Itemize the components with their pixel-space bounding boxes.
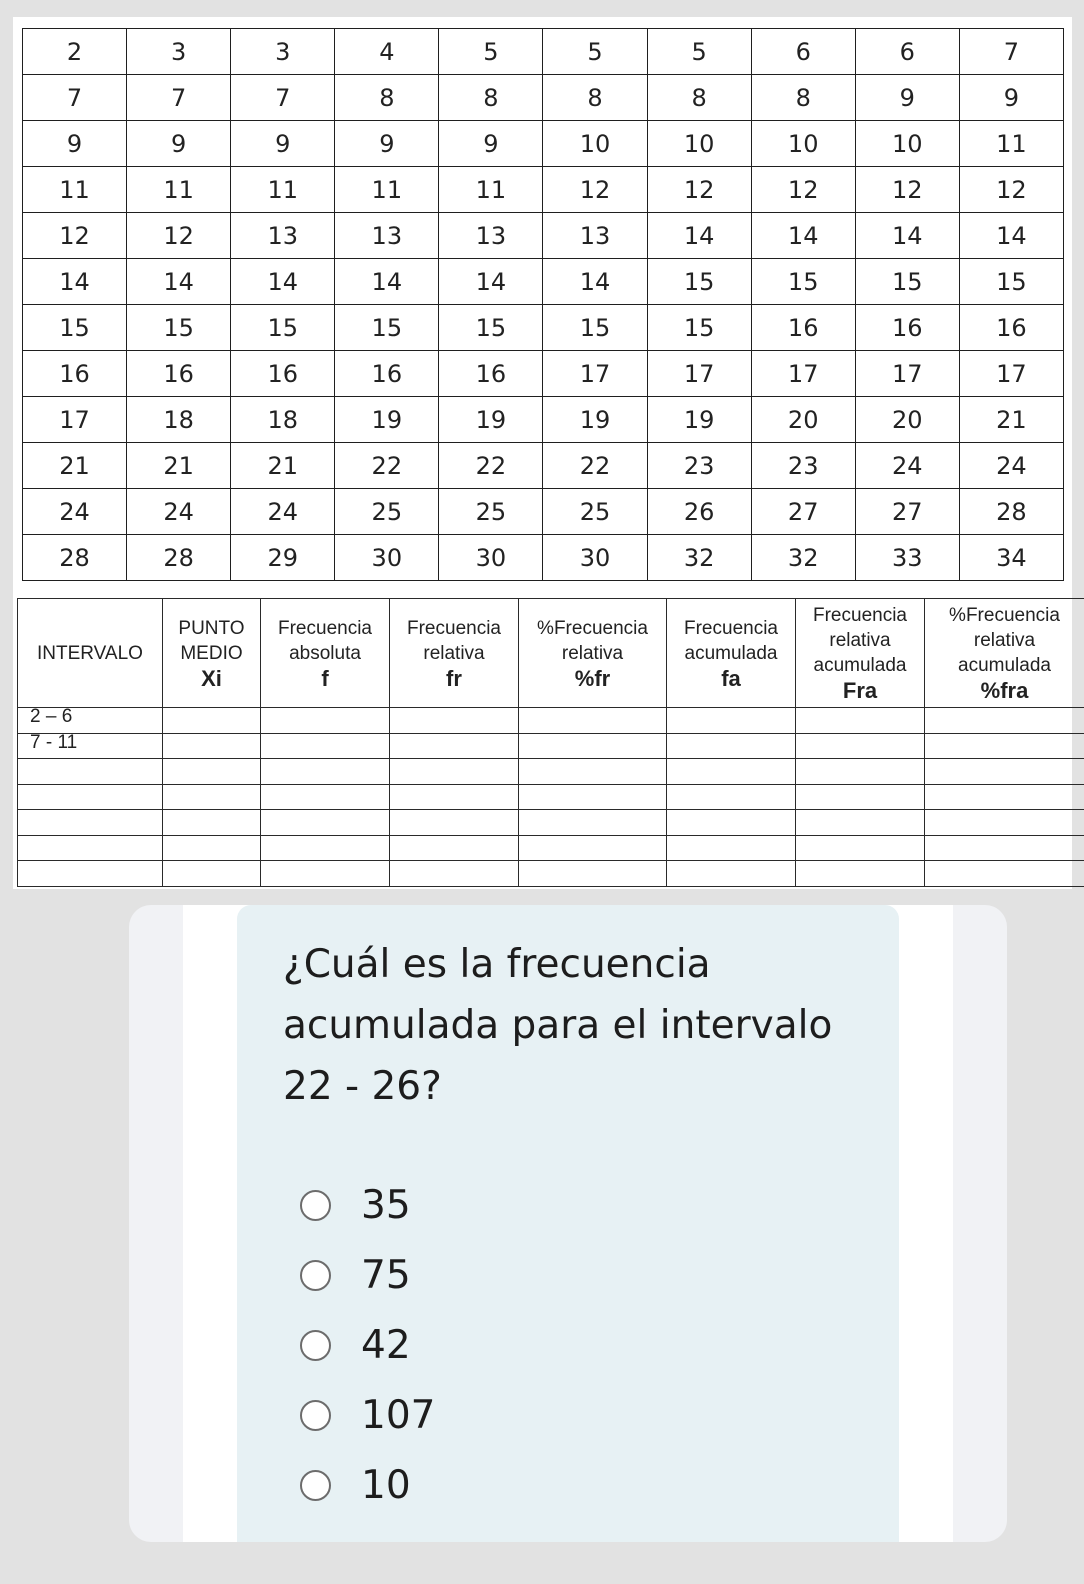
data-grid-cell: 21 — [127, 443, 231, 489]
header-symbol: fa — [721, 665, 741, 691]
frequency-table-cell — [163, 861, 261, 887]
data-grid-cell: 21 — [231, 443, 335, 489]
data-grid-cell: 7 — [231, 75, 335, 121]
header-label: PUNTO MEDIO — [178, 617, 245, 664]
data-grid-cell: 14 — [751, 213, 855, 259]
header-label: INTERVALO — [37, 642, 143, 664]
data-grid-cell: 28 — [127, 535, 231, 581]
data-grid-cell: 15 — [855, 259, 959, 305]
data-grid-cell: 15 — [751, 259, 855, 305]
data-grid-cell: 12 — [23, 213, 127, 259]
frequency-table-cell — [667, 708, 796, 734]
data-grid-cell: 7 — [959, 29, 1063, 75]
frequency-table-cell — [667, 759, 796, 785]
frequency-table-cell — [667, 784, 796, 810]
frequency-table — [17, 598, 1084, 887]
data-grid-cell: 12 — [543, 167, 647, 213]
data-grid-cell: 6 — [855, 29, 959, 75]
data-grid-cell: 13 — [543, 213, 647, 259]
data-grid-cell: 6 — [751, 29, 855, 75]
data-grid-row — [23, 167, 1064, 213]
data-grid-cell: 25 — [543, 489, 647, 535]
frequency-table-cell — [519, 759, 667, 785]
interval-cell: 7 - 11 — [18, 733, 163, 759]
data-grid-cell: 8 — [335, 75, 439, 121]
header-label: Frecuencia acumulada — [684, 617, 778, 664]
frequency-table-cell — [163, 759, 261, 785]
answer-option[interactable] — [300, 1240, 435, 1310]
data-grid-cell: 17 — [959, 351, 1063, 397]
data-grid-cell: 20 — [751, 397, 855, 443]
header-symbol: %fra — [980, 678, 1029, 703]
frequency-table-cell — [519, 733, 667, 759]
data-grid-row — [23, 29, 1064, 75]
frequency-table-cell — [796, 733, 925, 759]
frequency-table-header-row — [18, 599, 1084, 708]
data-grid-cell: 19 — [647, 397, 751, 443]
answer-options — [300, 1170, 435, 1520]
data-grid-row — [23, 351, 1064, 397]
frequency-table-cell — [519, 861, 667, 887]
data-grid-cell: 32 — [647, 535, 751, 581]
header-symbol: f — [321, 665, 329, 691]
data-grid-row — [23, 489, 1064, 535]
frequency-table-cell — [261, 810, 390, 836]
radio-button[interactable] — [300, 1260, 331, 1291]
answer-option-label[interactable]: 35 — [361, 1182, 411, 1228]
data-grid-cell: 32 — [751, 535, 855, 581]
interval-cell — [18, 784, 163, 810]
data-grid-cell: 24 — [855, 443, 959, 489]
data-grid-cell: 24 — [231, 489, 335, 535]
data-grid-row — [23, 75, 1064, 121]
data-grid-cell: 9 — [335, 121, 439, 167]
frequency-table-cell — [261, 733, 390, 759]
frequency-table-cell — [667, 810, 796, 836]
frequency-table-cell — [390, 759, 519, 785]
data-grid-cell: 16 — [335, 351, 439, 397]
frequency-table-cell — [519, 835, 667, 861]
data-grid-cell: 8 — [439, 75, 543, 121]
data-grid-cell: 14 — [127, 259, 231, 305]
data-grid-cell: 25 — [439, 489, 543, 535]
data-grid-cell: 19 — [439, 397, 543, 443]
frequency-table-header — [390, 599, 519, 708]
header-symbol: Xi — [201, 665, 222, 691]
data-grid-cell: 24 — [127, 489, 231, 535]
data-grid-cell: 15 — [23, 305, 127, 351]
data-grid-cell: 29 — [231, 535, 335, 581]
data-grid-cell: 13 — [439, 213, 543, 259]
data-grid-cell: 9 — [959, 75, 1063, 121]
data-grid-cell: 22 — [439, 443, 543, 489]
data-grid-cell: 30 — [439, 535, 543, 581]
data-grid-row — [23, 443, 1064, 489]
answer-option[interactable] — [300, 1450, 435, 1520]
data-grid-cell: 12 — [855, 167, 959, 213]
data-grid-cell: 17 — [855, 351, 959, 397]
frequency-table-row — [18, 810, 1084, 836]
frequency-table-row — [18, 708, 1084, 734]
answer-option-label[interactable]: 10 — [361, 1462, 411, 1508]
data-grid-cell: 7 — [23, 75, 127, 121]
data-grid-cell: 5 — [647, 29, 751, 75]
data-grid-cell: 11 — [335, 167, 439, 213]
frequency-table-cell — [925, 759, 1084, 785]
data-grid-cell: 14 — [439, 259, 543, 305]
header-label: Frecuencia relativa — [407, 617, 501, 664]
answer-option-label[interactable]: 107 — [361, 1392, 436, 1438]
frequency-table-row — [18, 784, 1084, 810]
data-grid-cell: 16 — [751, 305, 855, 351]
data-grid-cell: 11 — [439, 167, 543, 213]
data-grid-row — [23, 397, 1064, 443]
data-grid-cell: 21 — [959, 397, 1063, 443]
data-grid-cell: 16 — [959, 305, 1063, 351]
frequency-table-cell — [796, 835, 925, 861]
header-label: Frecuencia relativa acumulada — [813, 605, 907, 676]
data-grid-cell: 22 — [543, 443, 647, 489]
data-grid-cell: 18 — [127, 397, 231, 443]
frequency-table-header — [925, 599, 1084, 708]
radio-button[interactable] — [300, 1400, 331, 1431]
frequency-table-header — [519, 599, 667, 708]
data-grid-cell: 7 — [127, 75, 231, 121]
data-grid-cell: 10 — [543, 121, 647, 167]
data-grid-row — [23, 305, 1064, 351]
frequency-table-header — [667, 599, 796, 708]
frequency-table-row — [18, 733, 1084, 759]
data-grid-cell: 8 — [543, 75, 647, 121]
data-grid-cell: 15 — [647, 305, 751, 351]
radio-button[interactable] — [300, 1330, 331, 1361]
data-grid-row — [23, 121, 1064, 167]
frequency-table-cell — [163, 810, 261, 836]
data-grid-cell: 15 — [959, 259, 1063, 305]
data-grid-cell: 14 — [543, 259, 647, 305]
frequency-table-cell — [390, 733, 519, 759]
data-grid-cell: 12 — [127, 213, 231, 259]
data-grid — [22, 28, 1064, 581]
frequency-table-cell — [667, 835, 796, 861]
answer-option[interactable] — [300, 1170, 435, 1240]
interval-cell — [18, 759, 163, 785]
header-symbol: %fr — [574, 665, 611, 691]
data-grid-cell: 10 — [855, 121, 959, 167]
frequency-table-cell — [796, 810, 925, 836]
data-grid-cell: 19 — [543, 397, 647, 443]
data-grid-cell: 15 — [335, 305, 439, 351]
frequency-table-cell — [925, 810, 1084, 836]
frequency-table-cell — [796, 861, 925, 887]
data-grid-cell: 10 — [751, 121, 855, 167]
data-grid-cell: 16 — [231, 351, 335, 397]
frequency-table-cell — [163, 784, 261, 810]
data-grid-cell: 4 — [335, 29, 439, 75]
data-grid-cell: 9 — [23, 121, 127, 167]
frequency-table-cell — [519, 784, 667, 810]
data-grid-cell: 3 — [231, 29, 335, 75]
frequency-table-cell — [390, 810, 519, 836]
header-label: Frecuencia absoluta — [278, 617, 372, 664]
interval-cell: 2 – 6 — [18, 708, 163, 734]
data-grid-cell: 11 — [127, 167, 231, 213]
data-grid-cell: 27 — [751, 489, 855, 535]
data-grid-cell: 8 — [751, 75, 855, 121]
data-grid-cell: 12 — [959, 167, 1063, 213]
data-grid-cell: 15 — [231, 305, 335, 351]
frequency-table-cell — [796, 708, 925, 734]
data-grid-cell: 11 — [231, 167, 335, 213]
data-grid-cell: 34 — [959, 535, 1063, 581]
data-grid-cell: 27 — [855, 489, 959, 535]
frequency-table-cell — [925, 835, 1084, 861]
frequency-table-header — [18, 599, 163, 708]
data-grid-cell: 5 — [439, 29, 543, 75]
data-grid-cell: 23 — [751, 443, 855, 489]
frequency-table-header — [796, 599, 925, 708]
frequency-table-cell — [261, 784, 390, 810]
frequency-table-cell — [667, 733, 796, 759]
data-grid-cell: 30 — [543, 535, 647, 581]
data-grid-cell: 14 — [855, 213, 959, 259]
data-grid-cell: 11 — [23, 167, 127, 213]
frequency-table-cell — [390, 708, 519, 734]
frequency-table-cell — [390, 784, 519, 810]
question-text: ¿Cuál es la frecuencia acumulada para el intervalo 22 - 26? — [283, 942, 833, 1109]
data-grid-cell: 14 — [335, 259, 439, 305]
data-grid-cell: 12 — [647, 167, 751, 213]
data-grid-cell: 17 — [23, 397, 127, 443]
frequency-table-cell — [925, 861, 1084, 887]
data-grid-cell: 20 — [855, 397, 959, 443]
frequency-table-cell — [163, 733, 261, 759]
header-symbol: Fra — [842, 678, 878, 703]
data-grid-cell: 9 — [439, 121, 543, 167]
data-grid-cell: 9 — [231, 121, 335, 167]
data-grid-cell: 33 — [855, 535, 959, 581]
frequency-table-cell — [261, 759, 390, 785]
radio-button[interactable] — [300, 1470, 331, 1501]
frequency-table-cell — [925, 784, 1084, 810]
frequency-table-cell — [796, 759, 925, 785]
data-grid-cell: 25 — [335, 489, 439, 535]
frequency-table-cell — [261, 861, 390, 887]
data-grid-cell: 19 — [335, 397, 439, 443]
data-grid-cell: 18 — [231, 397, 335, 443]
frequency-table-cell — [163, 835, 261, 861]
frequency-table-header — [261, 599, 390, 708]
frequency-table-row — [18, 759, 1084, 785]
data-grid-cell: 12 — [751, 167, 855, 213]
answer-option-label[interactable]: 75 — [361, 1252, 411, 1298]
data-grid-cell: 10 — [647, 121, 751, 167]
interval-cell — [18, 861, 163, 887]
data-grid-cell: 15 — [127, 305, 231, 351]
data-grid-cell: 28 — [959, 489, 1063, 535]
frequency-table-cell — [519, 708, 667, 734]
data-grid-cell: 3 — [127, 29, 231, 75]
data-grid-cell: 15 — [439, 305, 543, 351]
data-grid-cell: 5 — [543, 29, 647, 75]
data-grid-cell: 22 — [335, 443, 439, 489]
data-grid-cell: 16 — [23, 351, 127, 397]
answer-option-label[interactable]: 42 — [361, 1322, 411, 1368]
data-grid-cell: 13 — [335, 213, 439, 259]
data-grid-cell: 9 — [127, 121, 231, 167]
header-symbol: fr — [446, 665, 462, 691]
data-grid-cell: 28 — [23, 535, 127, 581]
header-label: %Frecuencia relativa — [537, 617, 648, 664]
data-grid-cell: 21 — [23, 443, 127, 489]
frequency-table-cell — [925, 733, 1084, 759]
data-grid-cell: 26 — [647, 489, 751, 535]
data-grid-cell: 14 — [959, 213, 1063, 259]
data-grid-cell: 17 — [543, 351, 647, 397]
frequency-table-cell — [519, 810, 667, 836]
frequency-table-row — [18, 835, 1084, 861]
frequency-table-cell — [390, 861, 519, 887]
data-grid-cell: 30 — [335, 535, 439, 581]
data-grid-cell: 15 — [647, 259, 751, 305]
frequency-table-cell — [390, 835, 519, 861]
data-grid-cell: 17 — [751, 351, 855, 397]
answer-option[interactable] — [300, 1380, 435, 1450]
interval-cell — [18, 835, 163, 861]
data-grid-cell: 16 — [127, 351, 231, 397]
data-grid-cell: 24 — [959, 443, 1063, 489]
data-grid-cell: 2 — [23, 29, 127, 75]
data-grid-cell: 14 — [231, 259, 335, 305]
data-grid-cell: 13 — [231, 213, 335, 259]
data-grid-cell: 8 — [647, 75, 751, 121]
data-grid-cell: 17 — [647, 351, 751, 397]
frequency-table-cell — [163, 708, 261, 734]
data-grid-cell: 9 — [855, 75, 959, 121]
data-grid-cell: 16 — [439, 351, 543, 397]
frequency-table-cell — [667, 861, 796, 887]
frequency-table-cell — [925, 708, 1084, 734]
data-grid-cell: 16 — [855, 305, 959, 351]
frequency-table-cell — [261, 835, 390, 861]
data-grid-row — [23, 259, 1064, 305]
data-grid-row — [23, 535, 1064, 581]
frequency-table-header — [163, 599, 261, 708]
header-label: %Frecuencia relativa acumulada — [949, 605, 1060, 676]
data-grid-cell: 24 — [23, 489, 127, 535]
data-grid-cell: 15 — [543, 305, 647, 351]
frequency-table-cell — [261, 708, 390, 734]
frequency-table-row — [18, 861, 1084, 887]
frequency-table-cell — [796, 784, 925, 810]
data-grid-cell: 23 — [647, 443, 751, 489]
data-grid-cell: 14 — [23, 259, 127, 305]
data-grid-row — [23, 213, 1064, 259]
data-grid-cell: 11 — [959, 121, 1063, 167]
radio-button[interactable] — [300, 1190, 331, 1221]
interval-cell — [18, 810, 163, 836]
answer-option[interactable] — [300, 1310, 435, 1380]
data-grid-cell: 14 — [647, 213, 751, 259]
